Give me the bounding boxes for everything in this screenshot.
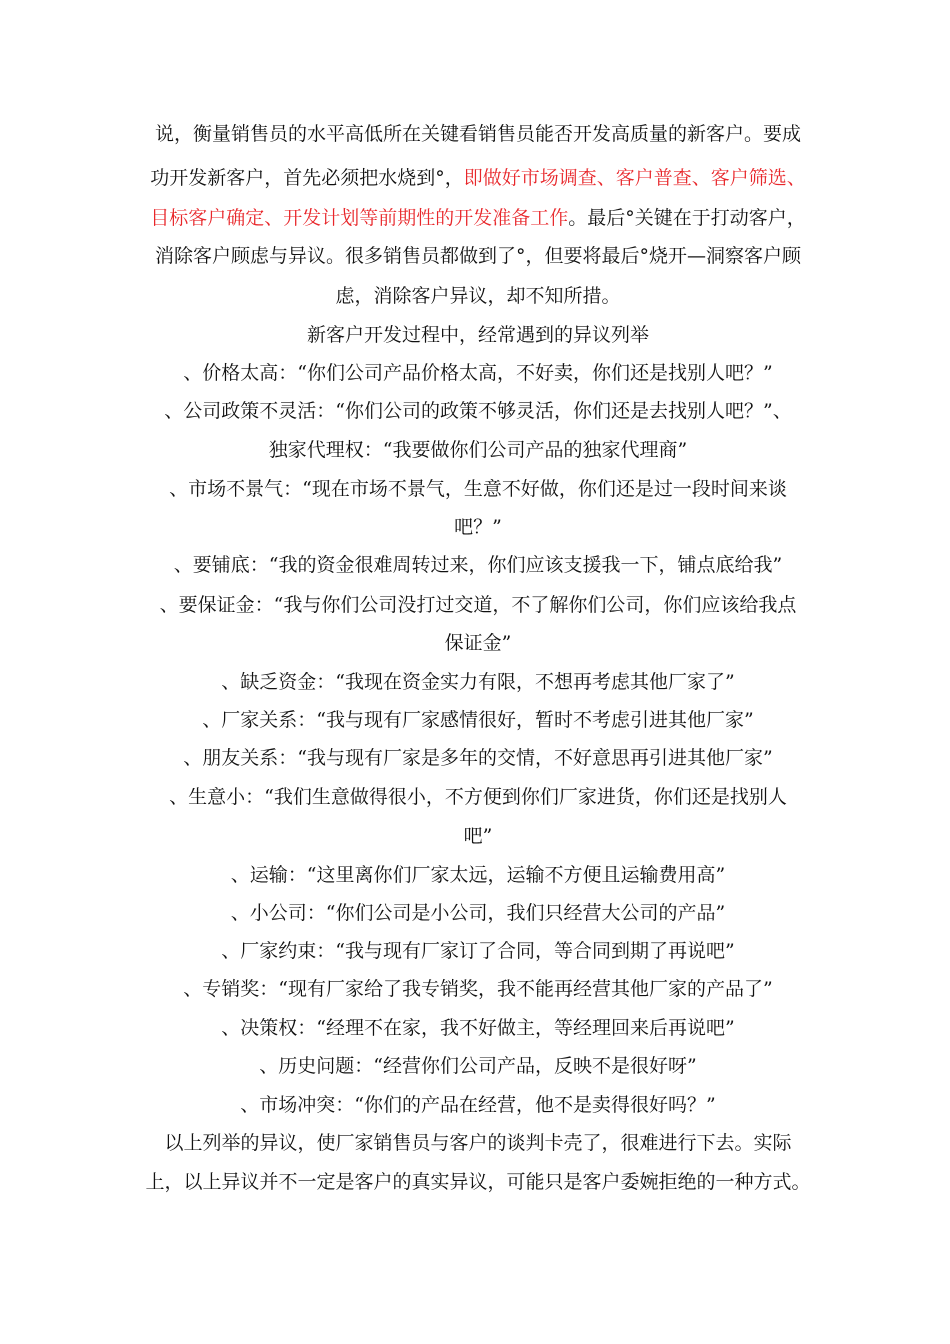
list-item: 、小公司：“你们公司是小公司，我们只经营大公司的产品” <box>230 902 726 924</box>
list-item: 、生意小：“我们生意做得很小，不方便到你们厂家进货，你们还是找别人 <box>169 786 787 808</box>
list-item: 、朋友关系：“我与现有厂家是多年的交情，不好意思再引进其他厂家” <box>183 747 773 769</box>
list-heading: 新客户开发过程中，经常遇到的异议列举 <box>306 324 649 346</box>
intro-line-2 <box>140 166 816 190</box>
list-item: 、市场不景气：“现在市场不景气，生意不好做，你们还是过一段时间来谈 <box>169 478 787 500</box>
list-item: 、历史问题：“经营你们公司产品，反映不是很好呀” <box>259 1055 697 1077</box>
list-item: 、厂家关系：“我与现有厂家感情很好，暂时不考虑引进其他厂家” <box>202 709 754 731</box>
list-item: 、要保证金：“我与你们公司没打过交道，不了解你们公司，你们应该给我点 <box>159 594 797 616</box>
list-item: 保证金” <box>444 632 512 654</box>
intro-line-5: 虑，消除客户异议，却不知所措。 <box>335 285 621 307</box>
list-item: 、缺乏资金：“我现在资金实力有限，不想再考虑其他厂家了” <box>221 671 735 693</box>
list-item: 、公司政策不灵活：“你们公司的政策不够灵活，你们还是去找别人吧？”、 <box>164 400 792 422</box>
list-item: 、价格太高：“你们公司产品价格太高，不好卖，你们还是找别人吧？” <box>183 362 773 384</box>
list-item: 、市场冲突：“你们的产品在经营，他不是卖得很好吗？” <box>240 1094 716 1116</box>
intro-line-2-highlight: 即做好市场调查、客户普查、客户筛选、 <box>463 167 806 189</box>
conclusion-line-1: 以上列举的异议，使厂家销售员与客户的谈判卡壳了，很难进行下去。实际 <box>164 1132 792 1154</box>
intro-line-3-highlight: 目标客户确定、开发计划等前期性的开发准备工作 <box>150 207 569 229</box>
list-item: 、要铺底：“我的资金很难周转过来，你们应该支援我一下，铺点底给我” <box>173 554 783 576</box>
list-item: 、决策权：“经理不在家，我不好做主，等经理回来后再说吧” <box>221 1017 735 1039</box>
list-item: 、运输：“这里离你们厂家太远，运输不方便且运输费用高” <box>230 864 726 886</box>
intro-line-2-text: 功开发新客户，首先必须把水烧到°， <box>150 167 464 189</box>
list-item: 吧” <box>463 825 493 847</box>
list-item: 独家代理权：“我要做你们公司产品的独家代理商” <box>268 439 688 461</box>
intro-line-3-text: 。最后°关键在于打动客户， <box>568 207 806 229</box>
intro-line-1: 说，衡量销售员的水平高低所在关键看销售员能否开发高质量的新客户。要成 <box>154 123 801 145</box>
conclusion-line-2: 上，以上异议并不一定是客户的真实异议，可能只是客户委婉拒绝的一种方式。 <box>145 1171 811 1193</box>
list-item: 吧？” <box>454 516 502 538</box>
intro-line-4: 消除客户顾虑与异议。很多销售员都做到了°，但要将最后°烧开—洞察客户顾 <box>154 245 801 267</box>
list-item: 、厂家约束：“我与现有厂家订了合同，等合同到期了再说吧” <box>221 940 735 962</box>
list-item: 、专销奖：“现有厂家给了我专销奖，我不能再经营其他厂家的产品了” <box>183 978 773 1000</box>
intro-line-3 <box>140 206 816 230</box>
